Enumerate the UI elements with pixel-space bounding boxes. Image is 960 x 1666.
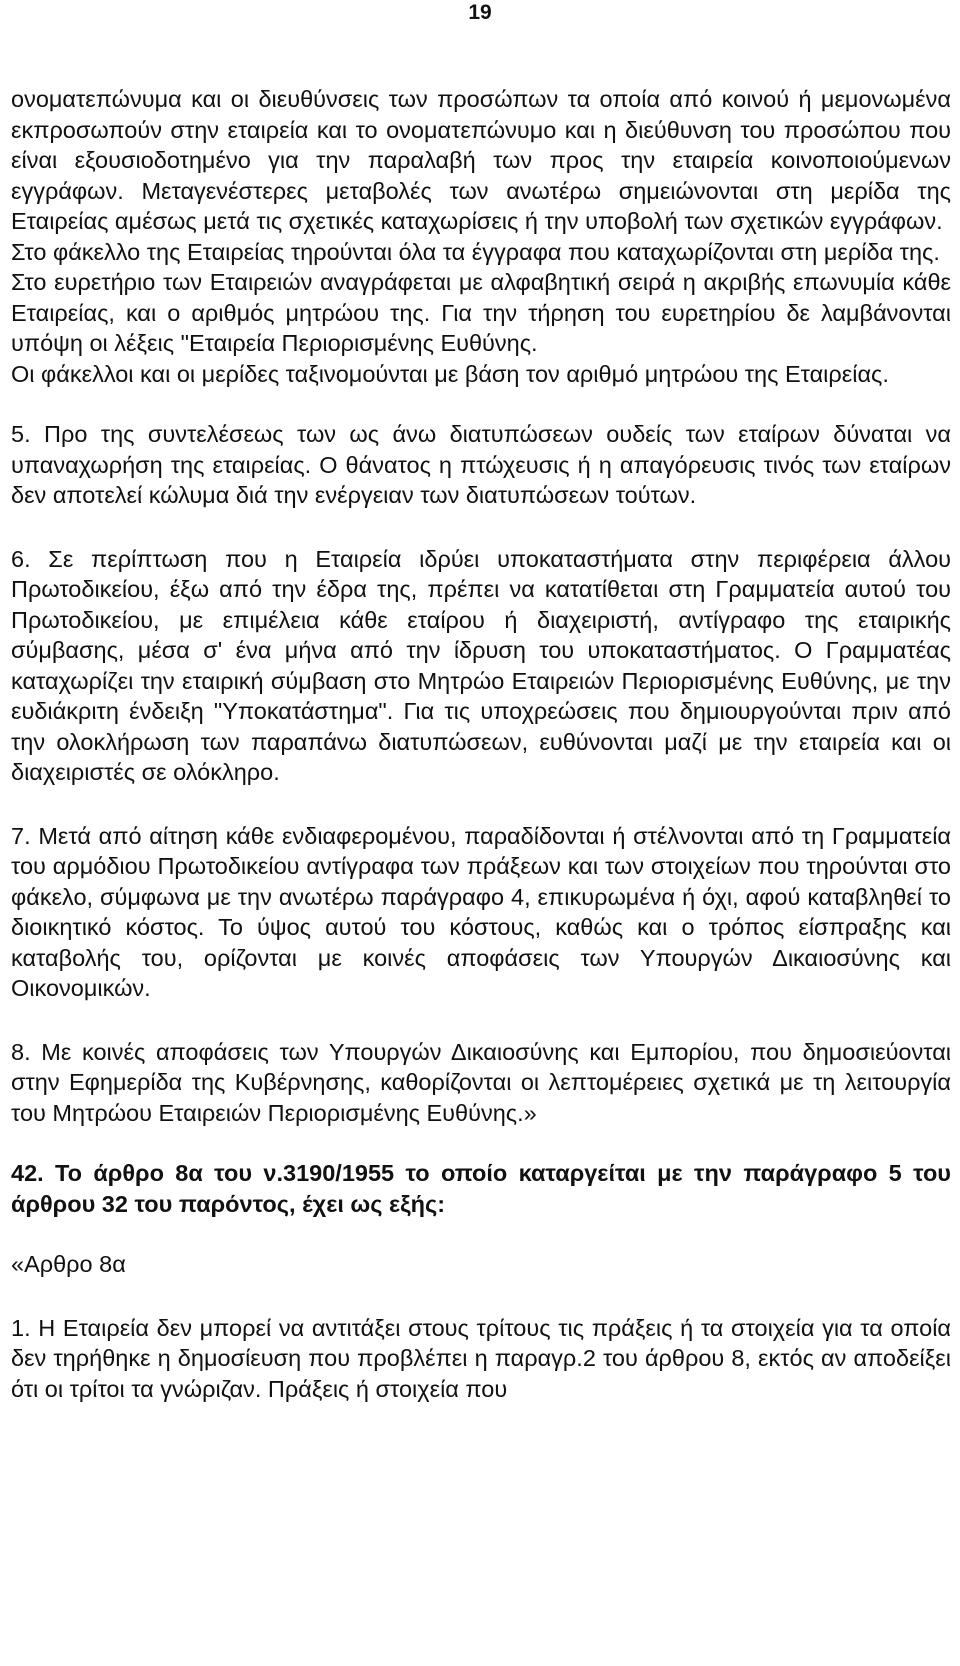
paragraph-index: Στο ευρετήριο των Εταιρειών αναγράφεται με αλφαβητική σειρά η ακριβής επωνυμία κάθε Εταιρείας, και ο αριθμός μητρώου της. Για την τήρηση του ευρετηρίου δε λαμβάνονται υπόψη οι λέξεις "Εταιρεία Περιορισμένης Ευθύνης.: [11, 269, 951, 356]
paragraph-sorting: Οι φάκελλοι και οι μερίδες ταξινομούνται με βάση τον αριθμό μητρώου της Εταιρείας.: [11, 360, 889, 387]
paragraph-7: 7. Μετά από αίτηση κάθε ενδιαφερομένου, παραδίδονται ή στέλνονται από τη Γραμματεία του αρμόδιου Πρωτοδικείου αντίγραφα των πράξεων και των στοιχείων που τηρούνται στο φάκελο, σύμφωνα με την ανωτέρω παράγραφο 4, επικυρωμένα ή όχι, αφού καταβληθεί το διοικητικό κόστος. Το ύψος αυτού του κόστους, καθώς και ο τρόπος είσπραξης και καταβολής του, ορίζονται με κοινές αποφάσεις των Υπουργών Δικαιοσύνης και Οικονομικών.: [11, 822, 951, 1001]
page-number: 19: [468, 1, 492, 24]
document-body: [11, 84, 951, 1404]
paragraph-6: 6. Σε περίπτωση που η Εταιρεία ιδρύει υποκαταστήματα στην περιφέρεια άλλου Πρωτοδικείου, έξω από την έδρα της, πρέπει να κατατίθεται στη Γραμματεία αυτού του Πρωτοδικείου, με επιμέλεια κάθε εταίρου ή διαχειριστή, αντίγραφο της εταιρικής σύμβασης, μέσα σ' ένα μήνα από την ίδρυση του υποκαταστήματος. Ο Γραμματέας καταχωρίζει την εταιρική σύμβαση στο Μητρώο Εταιρειών Περιορισμένης Ευθύνης, με την ευδιάκριτη ένδειξη "Υποκατάστημα". Για τις υποχρεώσεις που δημιουργούνται πριν από την ολοκλήρωση των παραπάνω διατυπώσεων, ευθύνονται μαζί με την εταιρεία και οι διαχειριστές σε ολόκληρο.: [11, 545, 951, 785]
article-42-heading: 42. Το άρθρο 8α του ν.3190/1955 το οποίο καταργείται με την παράγραφο 5 του άρθρου 32 του παρόντος, έχει ως εξής:: [11, 1160, 951, 1217]
paragraph-8a-1: 1. Η Εταιρεία δεν μπορεί να αντιτάξει στους τρίτους τις πράξεις ή τα στοιχεία για τα οποία δεν τηρήθηκε η δημοσίευση που προβλέπει η παραγρ.2 του άρθρου 8, εκτός αν αποδείξει ότι οι τρίτοι τα γνώριζαν. Πράξεις ή στοιχεία που: [11, 1314, 951, 1402]
paragraph-5: 5. Προ της συντελέσεως των ως άνω διατυπώσεων ουδείς των εταίρων δύναται να υπαναχωρήση της εταιρείας. Ο θάνατος η πτώχευσις ή η απαγόρευσις τινός των εταίρων δεν αποτελεί κώλυμα διά την ενέργειαν των διατυπώσεων τούτων.: [11, 421, 951, 508]
paragraph-folder: Στο φάκελλο της Εταιρείας τηρούνται όλα τα έγγραφα που καταχωρίζονται στη μερίδα της.: [11, 238, 940, 265]
article-8a-title: «Αρθρο 8α: [11, 1251, 126, 1277]
paragraph-8: 8. Με κοινές αποφάσεις των Υπουργών Δικαιοσύνης και Εμπορίου, που δημοσιεύονται στην Εφημερίδα της Κυβέρνησης, καθορίζονται οι λεπτομέρειες σχετικά με τη λειτουργία του Μητρώου Εταιρειών Περιορισμένης Ευθύνης.»: [11, 1038, 951, 1126]
paragraph-continuation: ονοματεπώνυμα και οι διευθύνσεις των προσώπων τα οποία από κοινού ή μεμονωμένα εκπροσωπούν στην εταιρεία και το ονοματεπώνυμο και η διεύθυνση του προσώπου που είναι εξουσιοδοτημένο για την παραλαβή των προς την εταιρεία κοινοποιούμενων εγγράφων. Μεταγενέστερες μεταβολές των ανωτέρω σημειώνονται στη μερίδα της Εταιρείας αμέσως μετά τις σχετικές καταχωρίσεις ή την υποβολή των σχετικών εγγράφων.: [11, 86, 951, 234]
